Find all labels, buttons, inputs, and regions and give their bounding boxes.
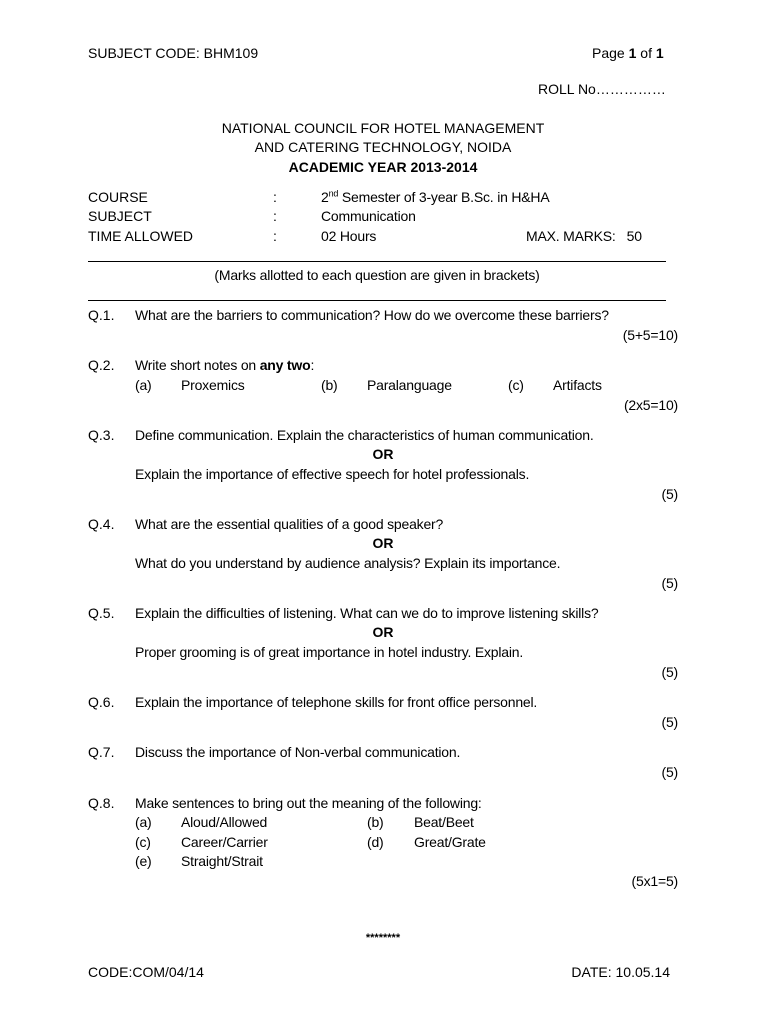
top-divider (88, 261, 666, 262)
q7-text: Discuss the importance of Non-verbal communication. (135, 744, 461, 760)
q6-marks: (5) (661, 714, 678, 730)
q7-number: Q.7. (88, 744, 115, 760)
q8-b-text: Beat/Beet (414, 814, 474, 830)
q5-text-1: Explain the difficulties of listening. What can we do to improve listening skills? (135, 605, 599, 621)
q8-marks: (5x1=5) (631, 873, 678, 889)
time-sep: : (273, 228, 277, 244)
q5-or: OR (372, 624, 394, 640)
academic-year: ACADEMIC YEAR 2013-2014 (288, 159, 478, 175)
q3-text-1: Define communication. Explain the characteristics of human communication. (135, 427, 594, 443)
q2-a-text: Proxemics (181, 377, 245, 393)
time-value: 02 Hours (321, 228, 377, 244)
q8-c-label: (c) (135, 834, 151, 850)
q3-or: OR (372, 446, 394, 462)
q5-number: Q.5. (88, 605, 115, 621)
q2-b-label: (b) (321, 377, 338, 393)
q6-number: Q.6. (88, 694, 115, 710)
q1-text: What are the barriers to communication? How do we overcome these barriers? (135, 307, 609, 323)
q2-c-text: Artifacts (553, 377, 602, 393)
time-label: TIME ALLOWED (88, 228, 194, 244)
bottom-divider (88, 300, 666, 301)
q3-marks: (5) (661, 486, 678, 502)
q8-text: Make sentences to bring out the meaning of the following: (135, 795, 482, 811)
institution-line2: AND CATERING TECHNOLOGY, NOIDA (254, 139, 512, 155)
course-sep: : (273, 189, 277, 205)
q4-or: OR (372, 535, 394, 551)
max-marks: MAX. MARKS: 50 (526, 228, 642, 244)
q8-d-label: (d) (367, 834, 384, 850)
q4-number: Q.4. (88, 516, 115, 532)
subject-sep: : (273, 208, 277, 224)
footer-date: DATE: 10.05.14 (571, 964, 670, 980)
q8-a-label: (a) (135, 814, 152, 830)
q3-text-2: Explain the importance of effective speech for hotel professionals. (135, 466, 530, 482)
q1-marks: (5+5=10) (622, 327, 678, 343)
end-mark: ******** (365, 932, 401, 944)
q8-c-text: Career/Carrier (181, 834, 268, 850)
subject-label: SUBJECT (88, 208, 152, 224)
q2-text: Write short notes on any two: (135, 357, 315, 373)
course-label: COURSE (88, 189, 148, 205)
q8-e-text: Straight/Strait (181, 853, 263, 869)
q8-number: Q.8. (88, 795, 115, 811)
q4-text-2: What do you understand by audience analysis? Explain its importance. (135, 555, 561, 571)
q7-marks: (5) (661, 764, 678, 780)
q8-b-label: (b) (367, 814, 384, 830)
q5-marks: (5) (661, 664, 678, 680)
q8-a-text: Aloud/Allowed (181, 814, 268, 830)
q5-text-2: Proper grooming is of great importance in hotel industry. Explain. (135, 644, 524, 660)
q2-b-text: Paralanguage (367, 377, 452, 393)
marks-note: (Marks allotted to each question are given in brackets) (214, 267, 540, 283)
institution-line1: NATIONAL COUNCIL FOR HOTEL MANAGEMENT (221, 120, 545, 136)
q4-text-1: What are the essential qualities of a good speaker? (135, 516, 444, 532)
course-value: 2nd Semester of 3-year B.Sc. in H&HA (321, 188, 550, 205)
q1-number: Q.1. (88, 307, 115, 323)
q3-number: Q.3. (88, 427, 115, 443)
roll-no: ROLL No…………… (538, 81, 666, 97)
q8-e-label: (e) (135, 853, 152, 869)
subject-code: SUBJECT CODE: BHM109 (88, 45, 259, 61)
page-number: Page 1 of 1 (592, 45, 664, 61)
q4-marks: (5) (661, 575, 678, 591)
q2-a-label: (a) (135, 377, 152, 393)
q8-d-text: Great/Grate (414, 834, 486, 850)
q2-c-label: (c) (508, 377, 524, 393)
q2-number: Q.2. (88, 357, 115, 373)
q2-marks: (2x5=10) (623, 397, 678, 413)
footer-code: CODE:COM/04/14 (88, 964, 204, 980)
q6-text: Explain the importance of telephone skills for front office personnel. (135, 694, 538, 710)
subject-value: Communication (321, 208, 416, 224)
